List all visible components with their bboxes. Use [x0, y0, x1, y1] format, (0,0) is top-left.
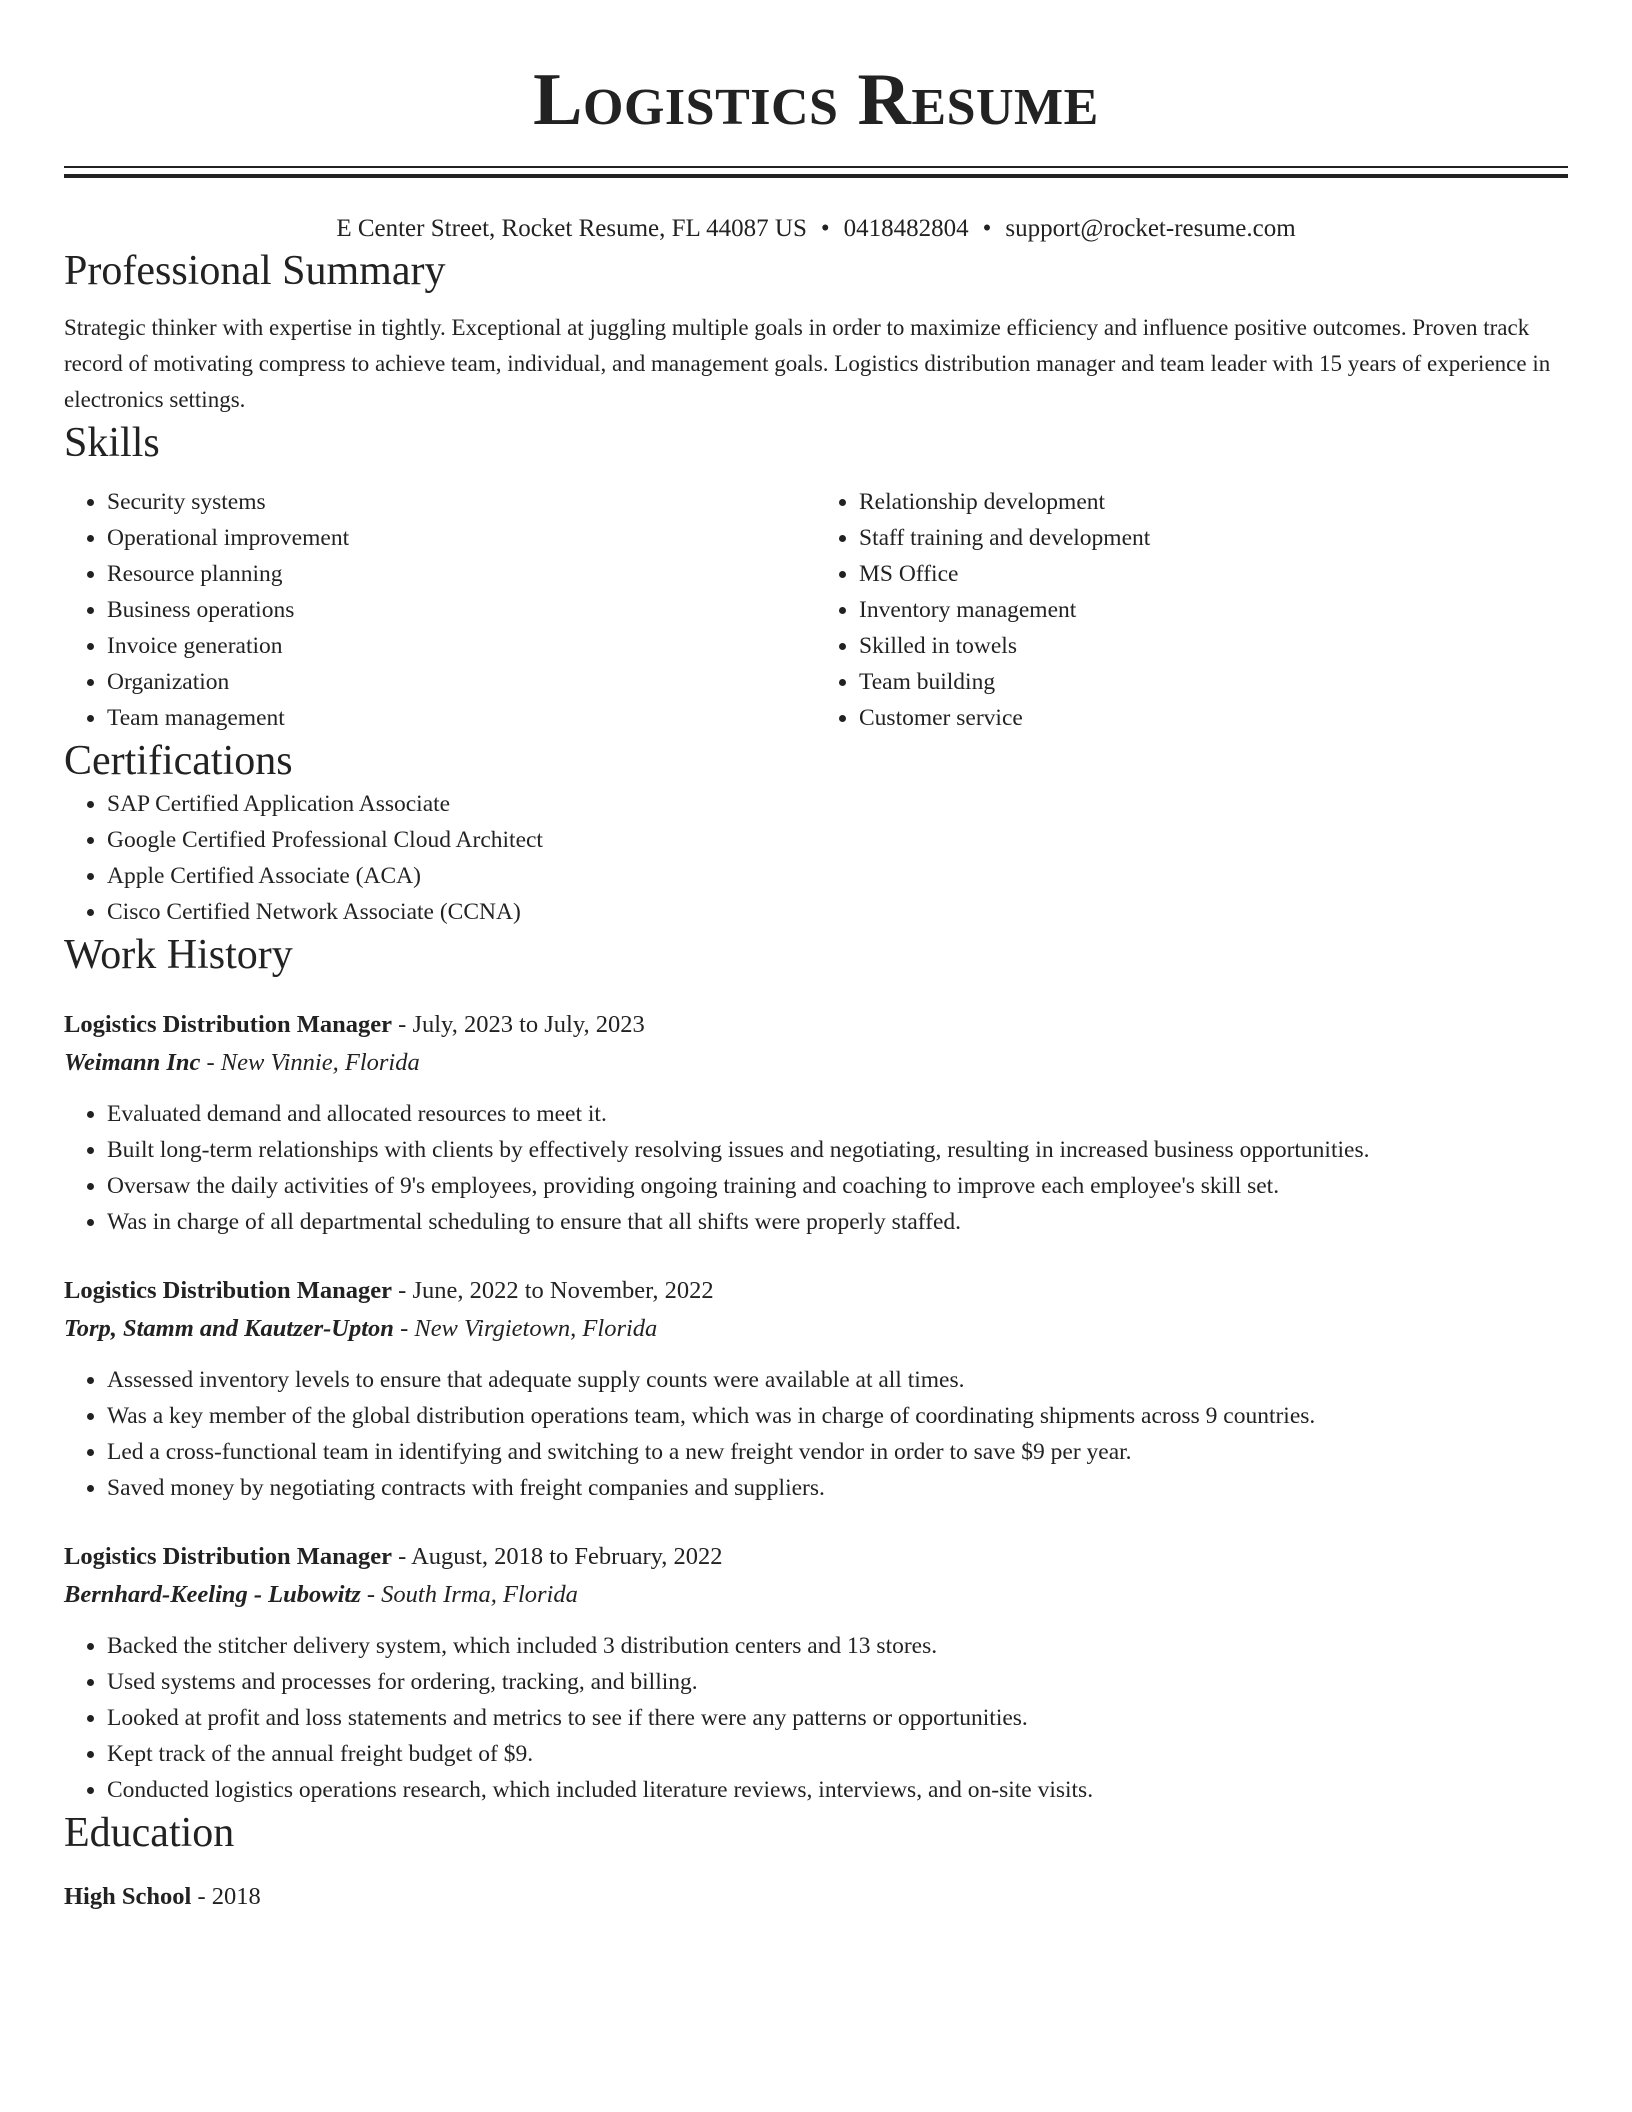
job-title-line [64, 1538, 1568, 1576]
skill-item: • Skilled in towels [859, 628, 1568, 664]
job-title: Logistics Distribution Manager [64, 1277, 393, 1304]
skill-item: • Team management [107, 700, 816, 736]
job-company: Weimann Inc [64, 1049, 201, 1076]
skill-item: • Security systems [107, 484, 816, 520]
job-company: Torp, Stamm and Kautzer-Upton [64, 1315, 394, 1342]
education-year: - 2018 [191, 1883, 261, 1910]
skills-grid [64, 484, 1568, 736]
skills-heading: Skills [64, 420, 160, 466]
job-bullets [64, 1628, 1568, 1808]
job-title: Logistics Distribution Manager [64, 1011, 393, 1038]
job-entry [64, 1006, 1568, 1240]
job-bullet: • Kept track of the annual freight budget of $9. [107, 1736, 1568, 1772]
job-company-line [64, 1310, 1568, 1348]
education-degree: High School [64, 1883, 192, 1910]
skill-item: • Customer service [859, 700, 1568, 736]
skills-list-right [816, 484, 1568, 736]
title-divider-thick [64, 174, 1568, 178]
job-location: - New Virgietown, Florida [393, 1315, 658, 1342]
job-entry [64, 1272, 1568, 1506]
contact-separator: • [982, 215, 992, 242]
job-location: - New Vinnie, Florida [200, 1049, 420, 1076]
contact-line [64, 212, 1568, 246]
skill-item: • Invoice generation [107, 628, 816, 664]
title-divider-thin [64, 166, 1568, 168]
job-dates: - June, 2022 to November, 2022 [392, 1277, 714, 1304]
certification-item: • Cisco Certified Network Associate (CCNA) [107, 894, 1568, 930]
skill-item: • Team building [859, 664, 1568, 700]
job-bullet: • Used systems and processes for ordering, tracking, and billing. [107, 1664, 1568, 1700]
job-title-line [64, 1272, 1568, 1310]
contact-phone: 0418482804 [843, 215, 969, 242]
certifications-list [64, 786, 1568, 930]
job-company-line [64, 1044, 1568, 1082]
skill-item: • Organization [107, 664, 816, 700]
summary-text: Strategic thinker with expertise in tightly. Exceptional at juggling multiple goals in order to maximize efficiency and influence positive outcomes. Proven track record of motivating compress to achieve team, individual, and management goals. Logistics distribution manager and team leader with 15 years of experience in electronics settings. [64, 315, 1551, 412]
job-bullet: • Saved money by negotiating contracts with freight companies and suppliers. [107, 1470, 1568, 1506]
summary-heading: Professional Summary [64, 248, 446, 294]
certification-item: • Google Certified Professional Cloud Architect [107, 822, 1568, 858]
job-bullets [64, 1096, 1568, 1240]
work-history-heading: Work History [64, 932, 293, 978]
job-title-line [64, 1006, 1568, 1044]
education-entry [64, 1878, 1568, 1916]
certification-item: • Apple Certified Associate (ACA) [107, 858, 1568, 894]
job-company-line [64, 1576, 1568, 1614]
job-bullet: • Evaluated demand and allocated resources to meet it. [107, 1096, 1568, 1132]
job-bullet: • Led a cross-functional team in identifying and switching to a new freight vendor in order to save $9 per year. [107, 1434, 1568, 1470]
job-bullet: • Assessed inventory levels to ensure that adequate supply counts were available at all times. [107, 1362, 1568, 1398]
job-bullet: • Backed the stitcher delivery system, which included 3 distribution centers and 13 stores. [107, 1628, 1568, 1664]
contact-address: E Center Street, Rocket Resume, FL 44087 US [336, 215, 807, 242]
education-heading: Education [64, 1810, 235, 1856]
skill-item: • Relationship development [859, 484, 1568, 520]
resume-title: Logistics Resume [533, 59, 1099, 141]
job-dates: - August, 2018 to February, 2022 [392, 1543, 723, 1570]
job-bullet: • Was a key member of the global distribution operations team, which was in charge of coordinating shipments across 9 countries. [107, 1398, 1568, 1434]
job-bullets [64, 1362, 1568, 1506]
job-bullet: • Built long-term relationships with clients by effectively resolving issues and negotiating, resulting in increased business opportunities. [107, 1132, 1568, 1168]
skills-list-left [64, 484, 816, 736]
skill-item: • MS Office [859, 556, 1568, 592]
certification-item: • SAP Certified Application Associate [107, 786, 1568, 822]
contact-separator: • [820, 215, 830, 242]
job-title: Logistics Distribution Manager [64, 1543, 393, 1570]
job-entry [64, 1538, 1568, 1808]
job-dates: - July, 2023 to July, 2023 [392, 1011, 645, 1038]
skill-item: • Staff training and development [859, 520, 1568, 556]
job-bullet: • Conducted logistics operations research, which included literature reviews, interviews, and on-site visits. [107, 1772, 1568, 1808]
job-company: Bernhard-Keeling - Lubowitz [64, 1581, 361, 1608]
certifications-heading: Certifications [64, 738, 293, 784]
job-bullet: • Looked at profit and loss statements and metrics to see if there were any patterns or opportunities. [107, 1700, 1568, 1736]
skill-item: • Resource planning [107, 556, 816, 592]
skill-item: • Operational improvement [107, 520, 816, 556]
job-bullet: • Oversaw the daily activities of 9's employees, providing ongoing training and coaching to improve each employee's skill set. [107, 1168, 1568, 1204]
skill-item: • Inventory management [859, 592, 1568, 628]
skill-item: • Business operations [107, 592, 816, 628]
job-bullet: • Was in charge of all departmental scheduling to ensure that all shifts were properly staffed. [107, 1204, 1568, 1240]
job-location: - South Irma, Florida [360, 1581, 578, 1608]
contact-email: support@rocket-resume.com [1005, 215, 1296, 242]
